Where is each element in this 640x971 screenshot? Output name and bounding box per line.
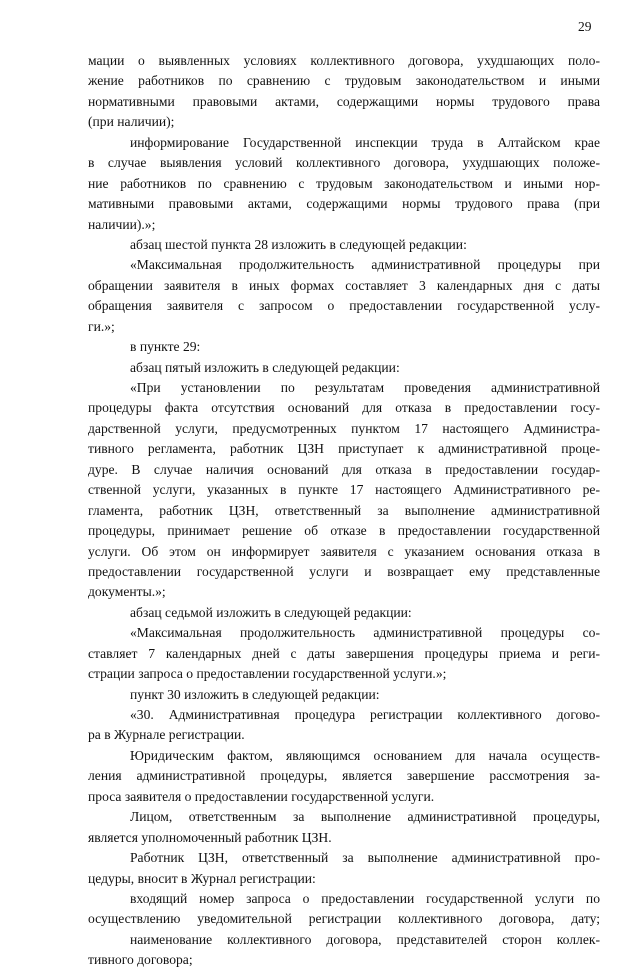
- text-line: Лицом, ответственным за выполнение административной процедуры,: [130, 809, 600, 825]
- text-line: информирование Государственной инспекции труда в Алтайском крае: [130, 134, 600, 150]
- text-line: ставляет 7 календарных дней с даты завершения процедуры приема и реги-: [88, 645, 600, 661]
- text-line: обращении заявителя в иных формах составляет 3 календарных дня с даты: [88, 277, 600, 293]
- text-line: жение работников по сравнению с трудовым законодательством и иными: [88, 73, 600, 89]
- text-line: Юридическим фактом, являющимся основанием для начала осуществ-: [130, 747, 600, 763]
- text-line: пункт 30 изложить в следующей редакции:: [130, 686, 380, 702]
- text-line: проса заявителя о предоставлении государственной услуги.: [88, 788, 435, 804]
- text-line: «При установлении по результатам проведения административной: [130, 380, 600, 395]
- text-line: наименование коллективного договора, представителей сторон коллек-: [130, 931, 600, 947]
- text-line: абзац пятый изложить в следующей редакции:: [130, 359, 400, 375]
- text-line: наличии).»;: [88, 216, 156, 232]
- text-line: входящий номер запроса о предоставлении государственной услуги по: [130, 890, 600, 906]
- text-line: дуре. В случае наличия оснований для отказа в предоставлении государ-: [88, 461, 600, 477]
- text-line: ра в Журнале регистрации.: [88, 727, 245, 743]
- text-line: «Максимальная продолжительность административной процедуры при: [130, 257, 600, 273]
- text-line: Работник ЦЗН, ответственный за выполнение административной про-: [130, 850, 600, 866]
- text-line: страции запроса о предоставлении государственной услуги.»;: [88, 666, 447, 682]
- text-line: документы.»;: [88, 584, 166, 600]
- text-line: осуществлению уведомительной регистрации коллективного договора, дату;: [88, 911, 600, 927]
- page-number: 29: [578, 19, 592, 34]
- text-line: цедуры, вносит в Журнал регистрации:: [88, 870, 316, 886]
- text-line: гламента, работник ЦЗН, ответственный за выполнение административной: [88, 502, 600, 518]
- text-line: ственной услуги, указанных в пункте 17 настоящего Административного ре-: [88, 482, 600, 498]
- text-line: в случае выявления условий коллективного договора, ухудшающих положе-: [88, 155, 600, 171]
- text-line: нормативными правовыми актами, содержащими нормы трудового права: [88, 93, 600, 109]
- text-line: услуги. Об этом он информирует заявителя с указанием основания отказа в: [88, 543, 600, 559]
- text-line: тивного договора;: [88, 952, 193, 968]
- text-line: мативными правовыми актами, содержащими нормы трудового права (при: [88, 196, 600, 212]
- text-line: в пункте 29:: [130, 339, 201, 355]
- text-line: дарственной услуги, предусмотренных пунктом 17 настоящего Администра-: [88, 420, 600, 436]
- text-line: ги.»;: [88, 318, 115, 334]
- text-line: «30. Административная процедура регистрации коллективного догово-: [130, 707, 600, 722]
- text-line: мации о выявленных условиях коллективного договора, ухудшающих поло-: [88, 53, 600, 68]
- text-line: абзац седьмой изложить в следующей редакции:: [130, 604, 412, 620]
- text-line: ние работников по сравнению с трудовым законодательством и иными нор-: [88, 175, 600, 191]
- text-line: абзац шестой пункта 28 изложить в следующей редакции:: [130, 236, 467, 252]
- text-line: «Максимальная продолжительность административной процедуры со-: [130, 625, 600, 641]
- text-line: тивного регламента, работник ЦЗН приступает к административной проце-: [88, 441, 600, 457]
- text-line: обращения заявителя с запросом о предоставлении государственной услу-: [88, 298, 600, 314]
- text-line: процедуры, принимает решение об отказе в предоставлении государственной: [88, 523, 600, 539]
- text-line: является уполномоченный работник ЦЗН.: [88, 829, 332, 845]
- text-line: предоставлении государственной услуги и возвращает ему представленные: [88, 563, 600, 579]
- document-body: [88, 51, 600, 971]
- text-line: процедуры факта отсутствия оснований для отказа в предоставлении госу-: [88, 400, 600, 416]
- text-line: (при наличии);: [88, 114, 175, 130]
- text-line: ления административной процедуры, является завершение рассмотрения за-: [88, 768, 600, 784]
